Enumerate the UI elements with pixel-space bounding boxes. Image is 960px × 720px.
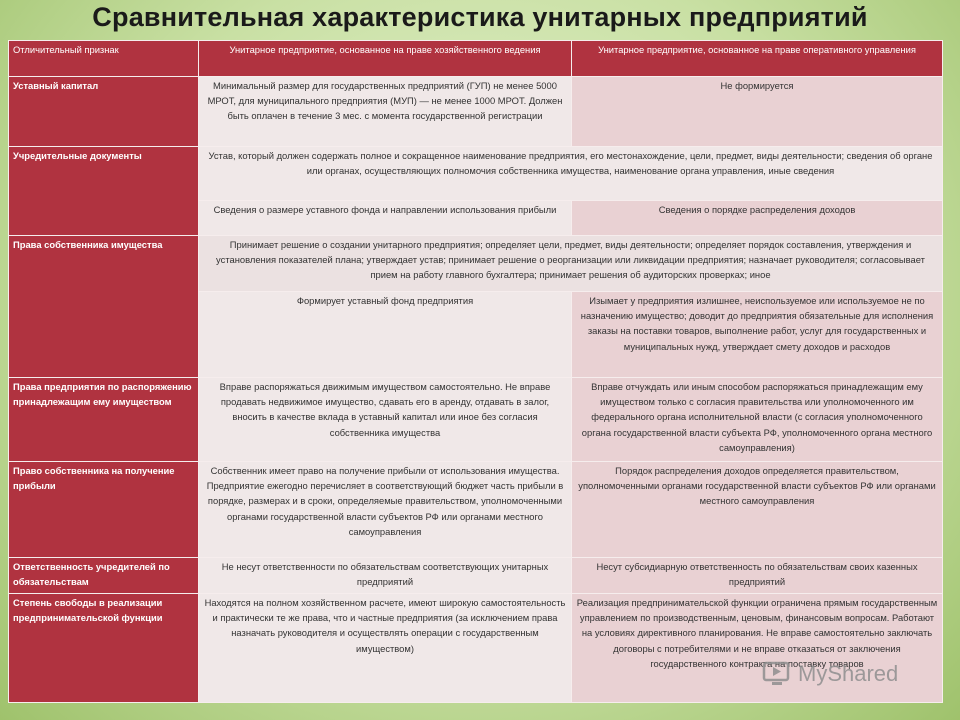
cell-economic: Минимальный размер для государственных предприятий (ГУП) не менее 5000 МРОТ, для муниципального предприятия (МУП) — не менее 1000 МРОТ. Должен быть оплачен в течение 3 мес. с момента государственной регистрации [199, 77, 572, 147]
cell-economic: Не несут ответственности по обязательствам соответствующих унитарных предприятий [199, 558, 572, 594]
row-charter-capital [9, 77, 943, 147]
cell-operational: Сведения о порядке распределения доходов [572, 201, 943, 236]
watermark [762, 656, 898, 692]
cell-economic: Вправе распоряжаться движимым имуществом самостоятельно. Не вправе продавать недвижимое имущество, сдавать его в аренду, отдавать в залог, вносить в качестве вклада в уставный капитал или иное без согласия собственника имущества [199, 378, 572, 462]
myshared-logo-icon [762, 661, 792, 687]
cell-shared: Принимает решение о создании унитарного предприятия; определяет цели, предмет, виды деятельности; определяет порядок составления, утверждения и установления показателей плана; утверждает устав; принимает решение о реорганизации или ликвидации предприятия; назначает руководителя; согласовывает прием на работу главного бухгалтера; принимает решения об аудиторских проверках; иное [199, 236, 943, 292]
row-label: Учредительные документы [9, 147, 199, 236]
cell-economic: Сведения о размере уставного фонда и направлении использования прибыли [199, 201, 572, 236]
header-feature: Отличительный признак [9, 41, 199, 77]
cell-economic: Формирует уставный фонд предприятия [199, 292, 572, 378]
cell-economic: Собственник имеет право на получение прибыли от использования имущества. Предприятие ежегодно перечисляет в соответствующий бюджет часть прибыли в порядке, размерах и в сроки, определяемые правительством, уполномоченными органами государственной власти субъектов РФ или органами местного самоуправления [199, 462, 572, 558]
row-label: Степень свободы в реализации предпринимательской функции [9, 594, 199, 703]
header-operational-management: Унитарное предприятие, основанное на праве оперативного управления [572, 41, 943, 77]
header-economic-management: Унитарное предприятие, основанное на праве хозяйственного ведения [199, 41, 572, 77]
comparison-table [8, 40, 943, 703]
row-label: Права предприятия по распоряжению принадлежащим ему имуществом [9, 378, 199, 462]
row-label: Права собственника имущества [9, 236, 199, 378]
row-profit-right [9, 462, 943, 558]
cell-operational: Не формируется [572, 77, 943, 147]
header-row [9, 41, 943, 77]
row-label: Уставный капитал [9, 77, 199, 147]
cell-operational: Вправе отчуждать или иным способом распоряжаться принадлежащим ему имуществом только с согласия правительства или уполномоченного им федерального органа исполнительной власти (с согласия уполномоченного органа государственной власти субъекта РФ, уполномоченного органа местного самоуправления) [572, 378, 943, 462]
row-label: Ответственность учредителей по обязательствам [9, 558, 199, 594]
watermark-text: MyShared [798, 661, 899, 686]
row-founding-documents [9, 147, 943, 201]
row-label: Право собственника на получение прибыли [9, 462, 199, 558]
row-property-disposal [9, 378, 943, 462]
row-founder-liability [9, 558, 943, 594]
cell-operational: Изымает у предприятия излишнее, неиспользуемое или используемое не по назначению имущество; доводит до предприятия обязательные для исполнения заказы на поставки товаров, выполнение работ, услуг для государственных и муниципальных нужд, утверждает смету доходов и расходов [572, 292, 943, 378]
cell-economic: Находятся на полном хозяйственном расчете, имеют широкую самостоятельность и практически те же права, что и частные предприятия (за исключением права назначать руководителя и осуществлять операции с государственным имуществом) [199, 594, 572, 703]
cell-operational: Несут субсидиарную ответственность по обязательствам своих казенных предприятий [572, 558, 943, 594]
cell-operational: Реализация предпринимательской функции ограничена прямым государственным управлением по производственным, ценовым, финансовым вопросам. Работают на условиях директивного планирования. Не вправе самостоятельно заключать договоры с потребителями и не вправе отказаться от заключения государственного контракта на поставку товаров [572, 594, 943, 703]
cell-shared: Устав, который должен содержать полное и сокращенное наименование предприятия, его местонахождение, цели, предмет, виды деятельности; сведения об органе или органах, осуществляющих полномочия собственника имущества, наименование органа управления, иные сведения [199, 147, 943, 201]
page-title: Сравнительная характеристика унитарных предприятий [92, 2, 868, 32]
cell-operational: Порядок распределения доходов определяется правительством, уполномоченными органами государственной власти субъектов РФ или органами местного самоуправления [572, 462, 943, 558]
row-owner-rights [9, 236, 943, 292]
